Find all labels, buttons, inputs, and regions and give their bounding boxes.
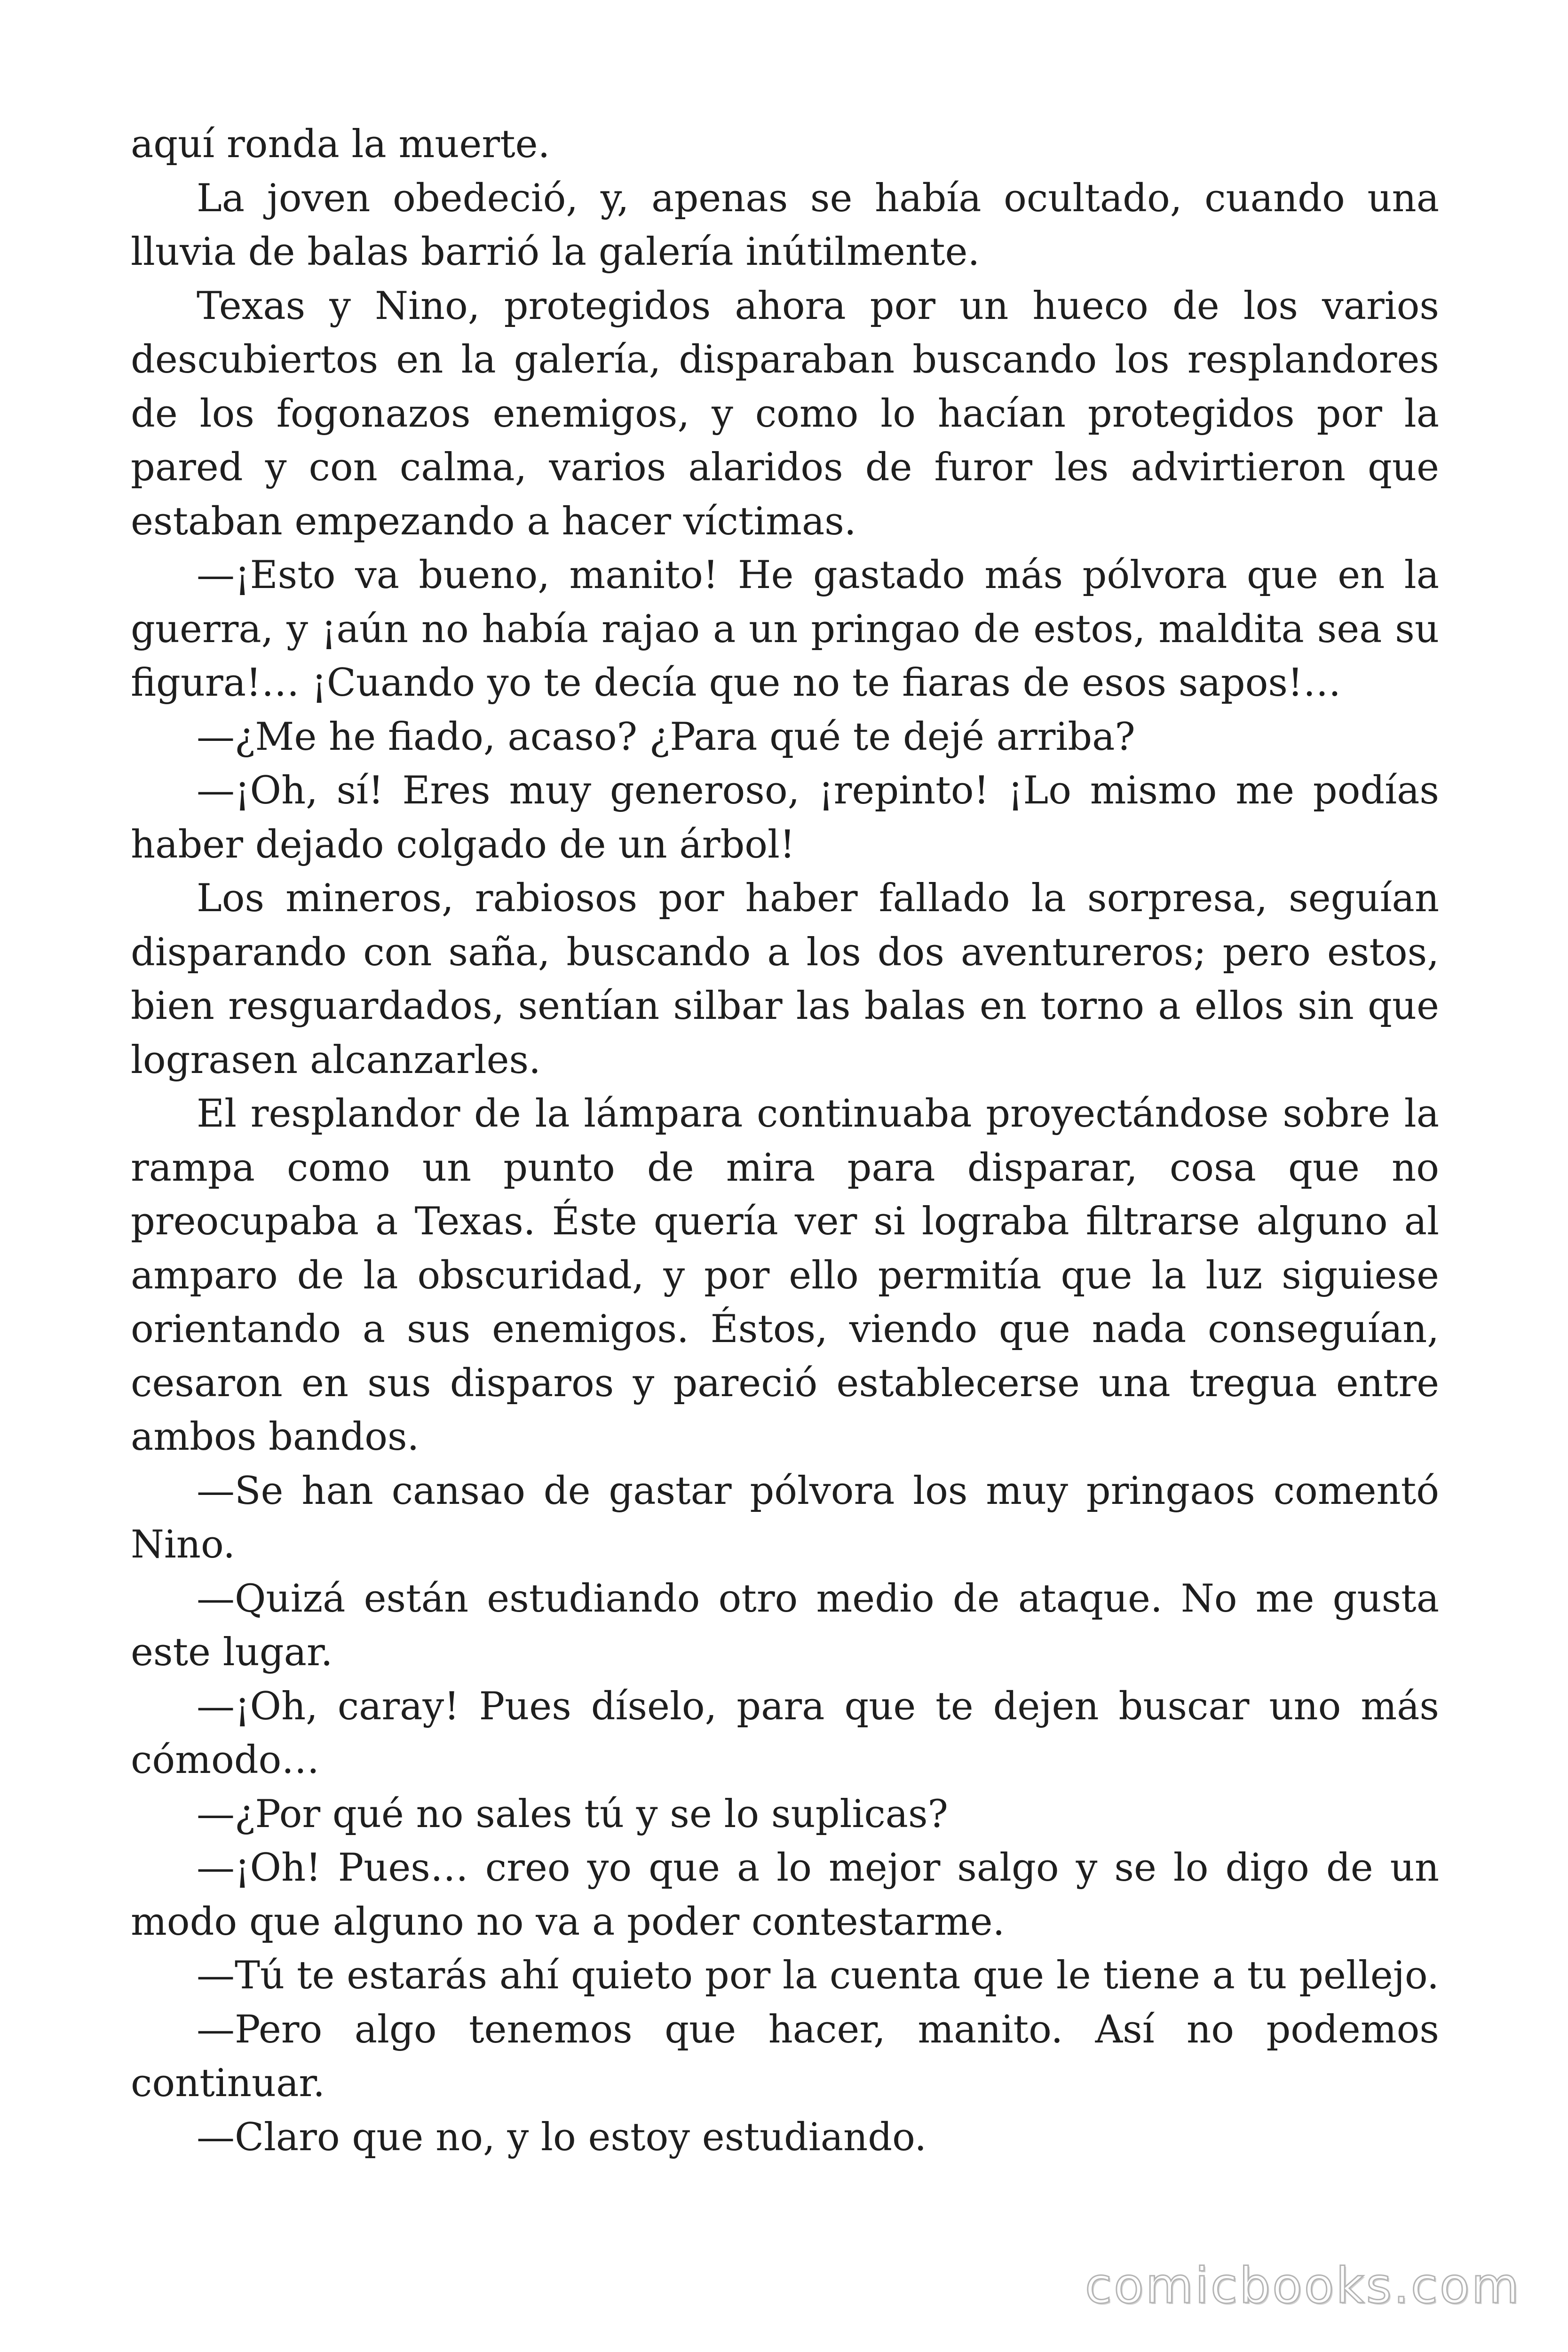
dialogue-line: —Quizá están estudiando otro medio de ataque. No me gusta este lugar. (131, 1576, 1439, 1675)
dialogue-line: —¡Esto va bueno, manito! He gastado más pólvora que en la guerra, y ¡aún no había rajao a un pringao de estos, maldita sea su figura!… ¡Cuando yo te decía que no te fiaras de esos sapos!… (131, 553, 1439, 705)
dialogue-line: —¿Por qué no sales tú y se lo suplicas? (197, 1792, 948, 1836)
dialogue-line: —Pero algo tenemos que hacer, manito. Así no podemos continuar. (131, 2007, 1439, 2106)
dialogue-line: —Claro que no, y lo estoy estudiando. (197, 2115, 927, 2160)
page-text (131, 118, 1439, 2164)
paragraph: aquí ronda la muerte. (131, 122, 550, 167)
paragraph: El resplandor de la lámpara continuaba proyectándose sobre la rampa como un punto de mira para disparar, cosa que no preocupaba a Texas. Éste quería ver si lograba filtrarse alguno al amparo de la obscuridad, y por ello permitía que la luz siguiese orientando a sus enemigos. Éstos, viendo que nada conseguían, cesaron en sus disparos y pareció establecerse una tregua entre ambos bandos. (131, 1092, 1439, 1459)
dialogue-line: —Tú te estarás ahí quieto por la cuenta que le tiene a tu pellejo. (197, 1954, 1439, 1998)
dialogue-line: —¡Oh, caray! Pues díselo, para que te dejen buscar uno más cómodo… (131, 1684, 1439, 1782)
paragraph: Los mineros, rabiosos por haber fallado la sorpresa, seguían disparando con saña, buscando a los dos aventureros; pero estos, bien resguardados, sentían silbar las balas en torno a ellos sin que lograsen alcanzarles. (131, 876, 1439, 1082)
paragraph: Texas y Nino, protegidos ahora por un hueco de los varios descubiertos en la galería, disparaban buscando los resplandores de los fogonazos enemigos, y como lo hacían protegidos por la pared y con calma, varios alaridos de furor les advirtieron que estaban empezando a hacer víctimas. (131, 284, 1439, 544)
dialogue-line: —Se han cansao de gastar pólvora los muy pringaos comentó Nino. (131, 1469, 1439, 1567)
dialogue-line: —¿Me he fiado, acaso? ¿Para qué te dejé arriba? (197, 715, 1135, 759)
dialogue-line: —¡Oh, sí! Eres muy generoso, ¡repinto! ¡Lo mismo me podías haber dejado colgado de un árbol! (131, 769, 1439, 867)
watermark: comicbooks.com (1085, 2257, 1521, 2314)
paragraph: La joven obedeció, y, apenas se había ocultado, cuando una lluvia de balas barrió la galería inútilmente. (131, 176, 1439, 274)
dialogue-line: —¡Oh! Pues… creo yo que a lo mejor salgo y se lo digo de un modo que alguno no va a poder contestarme. (131, 1846, 1439, 1944)
